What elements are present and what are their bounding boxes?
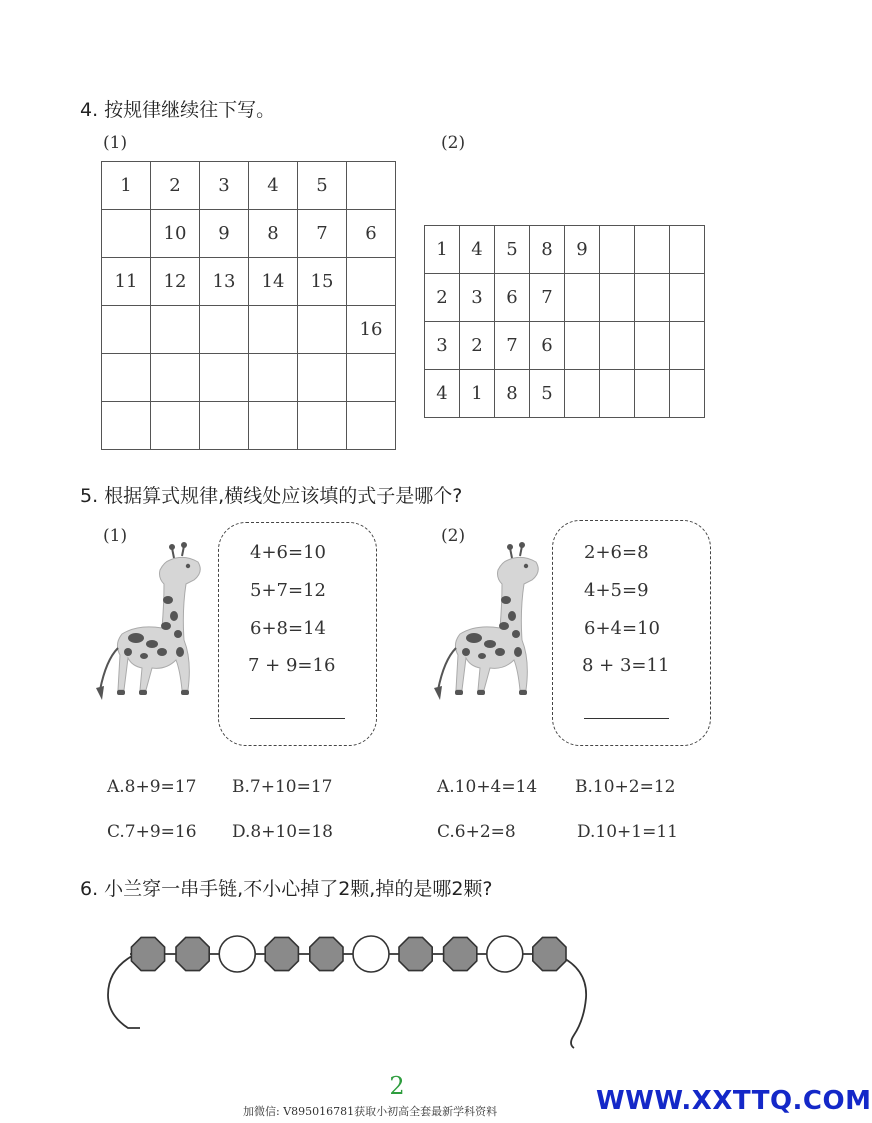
bead-circle[interactable]: [487, 936, 523, 972]
grid-cell: 4: [249, 162, 298, 210]
bead-octagon[interactable]: [399, 937, 432, 970]
giraffe-illustration-1: [88, 540, 218, 740]
grid-row: [102, 354, 396, 402]
equation: 8 + 3=11: [582, 655, 670, 676]
bead-octagon[interactable]: [131, 937, 164, 970]
option-a-part1[interactable]: A.8+9=17: [107, 777, 197, 797]
equation: 4+5=9: [584, 580, 649, 601]
grid-cell[interactable]: [151, 354, 200, 402]
grid-cell: 9: [200, 210, 249, 258]
grid-row: [102, 210, 396, 258]
grid-cell[interactable]: [565, 322, 600, 370]
grid-cell: 8: [495, 370, 530, 418]
bead-octagon[interactable]: [265, 937, 298, 970]
grid-cell[interactable]: [102, 306, 151, 354]
number-grid-1: [101, 161, 396, 450]
grid-cell: 16: [347, 306, 396, 354]
grid-cell[interactable]: [151, 306, 200, 354]
q4-part2-label: (2): [441, 133, 466, 153]
option-a-part2[interactable]: A.10+4=14: [437, 777, 538, 797]
grid-cell[interactable]: [635, 226, 670, 274]
grid-cell: 13: [200, 258, 249, 306]
grid-cell[interactable]: [347, 162, 396, 210]
giraffe-illustration-2: [426, 540, 556, 740]
option-d-part2[interactable]: D.10+1=11: [577, 822, 678, 842]
grid-cell[interactable]: [670, 274, 705, 322]
grid-cell[interactable]: [200, 354, 249, 402]
grid-cell: 7: [530, 274, 565, 322]
site-watermark[interactable]: WWW.XXTTQ.COM: [596, 1086, 872, 1116]
grid-cell: 1: [102, 162, 151, 210]
grid-cell: 2: [425, 274, 460, 322]
grid-cell: 7: [495, 322, 530, 370]
bead-octagon[interactable]: [533, 937, 566, 970]
grid-cell[interactable]: [298, 354, 347, 402]
grid-row: [102, 162, 396, 210]
grid-row: [102, 306, 396, 354]
grid-cell[interactable]: [670, 226, 705, 274]
bead-circle[interactable]: [219, 936, 255, 972]
grid-cell[interactable]: [249, 402, 298, 450]
grid-cell[interactable]: [565, 274, 600, 322]
bead-octagon[interactable]: [176, 937, 209, 970]
grid-cell: 4: [425, 370, 460, 418]
answer-blank-2[interactable]: [584, 718, 669, 719]
grid-cell[interactable]: [298, 402, 347, 450]
grid-cell: 8: [249, 210, 298, 258]
grid-cell: 8: [530, 226, 565, 274]
grid-cell: 12: [151, 258, 200, 306]
q6-title: 6. 小兰穿一串手链,不小心掉了2颗,掉的是哪2颗?: [80, 878, 493, 900]
grid-cell: 5: [530, 370, 565, 418]
grid-cell[interactable]: [298, 306, 347, 354]
equation: 5+7=12: [250, 580, 326, 601]
grid-cell: 3: [425, 322, 460, 370]
grid-cell: 2: [151, 162, 200, 210]
grid-cell: 4: [460, 226, 495, 274]
footer-note: 加微信: V895016781获取小初高全套最新学科资料: [243, 1105, 498, 1118]
grid-cell: 11: [102, 258, 151, 306]
grid-cell: 10: [151, 210, 200, 258]
grid-cell[interactable]: [200, 402, 249, 450]
grid-cell: 6: [495, 274, 530, 322]
equation: 4+6=10: [250, 542, 326, 563]
bead-circle[interactable]: [353, 936, 389, 972]
grid-cell[interactable]: [670, 322, 705, 370]
grid-cell: 7: [298, 210, 347, 258]
option-b-part1[interactable]: B.7+10=17: [232, 777, 333, 797]
grid-cell: 5: [495, 226, 530, 274]
q4-title: 4. 按规律继续往下写。: [80, 99, 276, 121]
grid-row: [425, 274, 705, 322]
grid-cell[interactable]: [600, 322, 635, 370]
option-b-part2[interactable]: B.10+2=12: [575, 777, 676, 797]
equation: 6+4=10: [584, 618, 660, 639]
grid-cell[interactable]: [600, 226, 635, 274]
grid-cell[interactable]: [347, 258, 396, 306]
grid-cell[interactable]: [347, 354, 396, 402]
bracelet-illustration: [100, 920, 600, 1050]
equation: 2+6=8: [584, 542, 649, 563]
option-d-part1[interactable]: D.8+10=18: [232, 822, 333, 842]
grid-cell[interactable]: [600, 274, 635, 322]
number-grid-2: [424, 225, 705, 418]
grid-cell[interactable]: [200, 306, 249, 354]
grid-cell[interactable]: [102, 210, 151, 258]
bead-octagon[interactable]: [444, 937, 477, 970]
grid-cell[interactable]: [635, 274, 670, 322]
grid-cell[interactable]: [635, 322, 670, 370]
grid-cell: 3: [460, 274, 495, 322]
bracelet-string-left: [108, 956, 140, 1028]
q5-part1-label: (1): [103, 526, 128, 546]
grid-cell: 9: [565, 226, 600, 274]
answer-blank-1[interactable]: [250, 718, 345, 719]
grid-cell: 1: [460, 370, 495, 418]
grid-cell: 14: [249, 258, 298, 306]
grid-row: [425, 322, 705, 370]
grid-cell[interactable]: [102, 354, 151, 402]
grid-row: [425, 226, 705, 274]
grid-row: [102, 402, 396, 450]
grid-cell: 6: [530, 322, 565, 370]
equation: 6+8=14: [250, 618, 326, 639]
equation: 7 + 9=16: [248, 655, 336, 676]
q4-part1-label: (1): [103, 133, 128, 153]
grid-cell[interactable]: [102, 402, 151, 450]
grid-cell[interactable]: [249, 306, 298, 354]
grid-cell[interactable]: [635, 370, 670, 418]
q5-part2-label: (2): [441, 526, 466, 546]
grid-cell[interactable]: [565, 370, 600, 418]
bracelet-string-right: [560, 956, 586, 1048]
grid-cell[interactable]: [600, 370, 635, 418]
grid-cell: 1: [425, 226, 460, 274]
grid-cell: 15: [298, 258, 347, 306]
grid-cell: 3: [200, 162, 249, 210]
grid-row: [425, 370, 705, 418]
q5-title: 5. 根据算式规律,横线处应该填的式子是哪个?: [80, 485, 463, 507]
bead-octagon[interactable]: [310, 937, 343, 970]
grid-row: [102, 258, 396, 306]
page-number: 2: [389, 1072, 405, 1100]
grid-cell: 5: [298, 162, 347, 210]
option-c-part2[interactable]: C.6+2=8: [437, 822, 516, 842]
grid-cell: 2: [460, 322, 495, 370]
grid-cell: 6: [347, 210, 396, 258]
grid-cell[interactable]: [151, 402, 200, 450]
grid-cell[interactable]: [249, 354, 298, 402]
grid-cell[interactable]: [670, 370, 705, 418]
option-c-part1[interactable]: C.7+9=16: [107, 822, 197, 842]
grid-cell[interactable]: [347, 402, 396, 450]
